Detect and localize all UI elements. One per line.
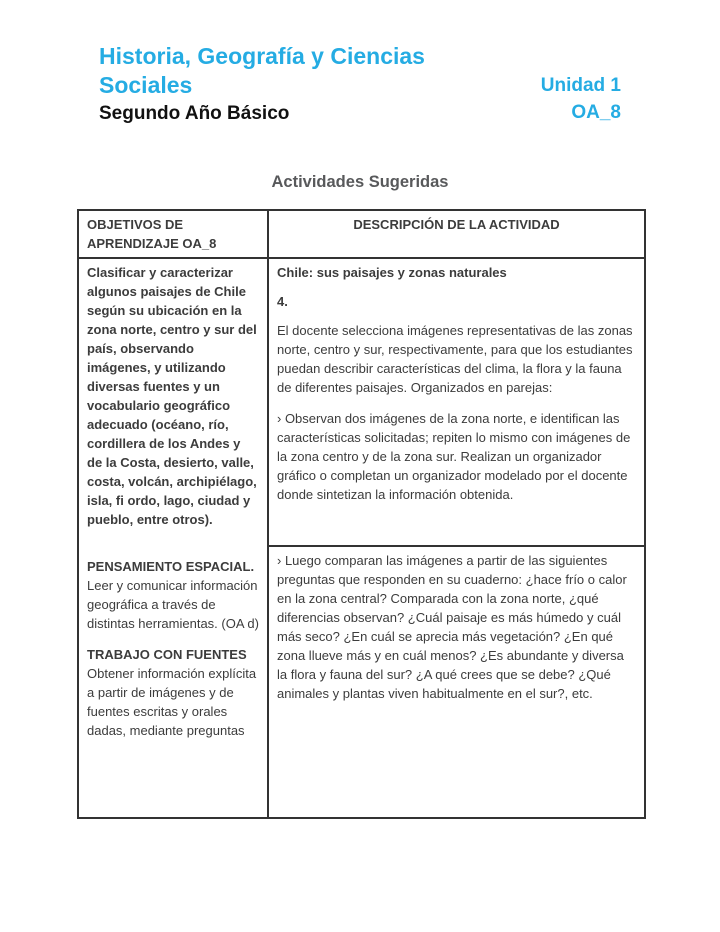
activity-title: Chile: sus paisajes y zonas naturales bbox=[277, 265, 507, 280]
column-header-description: DESCRIPCIÓN DE LA ACTIVIDAD bbox=[268, 210, 645, 258]
header-left-block bbox=[99, 42, 509, 126]
activity-number: 4. bbox=[277, 294, 288, 309]
course-title: Historia, Geografía y Ciencias Sociales bbox=[99, 43, 425, 98]
trabajo-con-fuentes-label: TRABAJO CON FUENTES bbox=[87, 647, 247, 662]
column-header-objectives: OBJETIVOS DE APRENDIZAJE OA_8 bbox=[78, 210, 268, 258]
objective-main-text: Clasificar y caracterizar algunos paisajes de Chile según su ubicación en la zona norte, centro y sur del país, observando imágenes, y utilizando diversas fuentes y un vocabulario geográfico adecuado (océano, río, cordillera de los Andes y de la Costa, desierto, valle, costa, volcán, archipiélago, isla, fi ordo, lago, ciudad y pueblo, entre otros). bbox=[87, 265, 257, 527]
header-right-block bbox=[541, 71, 621, 126]
objective-pensamiento bbox=[87, 557, 259, 633]
activity-bullet-1: › Observan dos imágenes de la zona norte, e identifican las características solicitadas; repiten lo mismo con imágenes de la zona centro y de la zona sur. Realizan un organizador gráfico o completan un organizador modelado por el docente donde sintetizan la información obtenida. bbox=[277, 411, 631, 502]
section-title: Actividades Sugeridas bbox=[271, 173, 449, 191]
grade-subtitle: Segundo Año Básico bbox=[99, 103, 290, 124]
pensamiento-espacial-label: PENSAMIENTO ESPACIAL. bbox=[87, 559, 255, 574]
table-header-row bbox=[78, 210, 645, 258]
objectives-cell bbox=[78, 258, 268, 818]
table-row bbox=[78, 258, 645, 546]
unit-label: Unidad 1 bbox=[540, 75, 621, 96]
activity-bullet-2: › Luego comparan las imágenes a partir de las siguientes preguntas que responden en su cuaderno: ¿hace frío o calor en la zona central? Comparada con la zona norte, ¿qué diferencias observan? ¿Cuál paisaje es más húmedo y cuál más seco? ¿En cuál se aprecia más vegetación? ¿En qué zona llueve más y en cuál menos? ¿Es abundante y diversa la flora y fauna del sur? ¿A qué crees que se debe? ¿Qué animales y plantas viven habitualmente en el sur?, etc. bbox=[277, 553, 627, 701]
document-page bbox=[0, 42, 720, 932]
trabajo-con-fuentes-body: Obtener información explícita a partir de imágenes y de fuentes escritas y orales dadas, mediante preguntas bbox=[87, 666, 257, 738]
activities-table bbox=[77, 209, 646, 819]
activity-description-cell bbox=[268, 258, 645, 546]
activity-description-cell-2 bbox=[268, 546, 645, 818]
document-header bbox=[99, 42, 621, 126]
oa-label: OA_8 bbox=[571, 102, 621, 123]
activity-intro: El docente selecciona imágenes representativas de las zonas norte, centro y sur, respectivamente, para que los estudiantes puedan describir características del clima, la flora y la fauna de diferentes paisajes. Organizados en parejas: bbox=[277, 323, 633, 395]
pensamiento-espacial-body: Leer y comunicar información geográfica a través de distintas herramientas. (OA d) bbox=[87, 578, 259, 631]
